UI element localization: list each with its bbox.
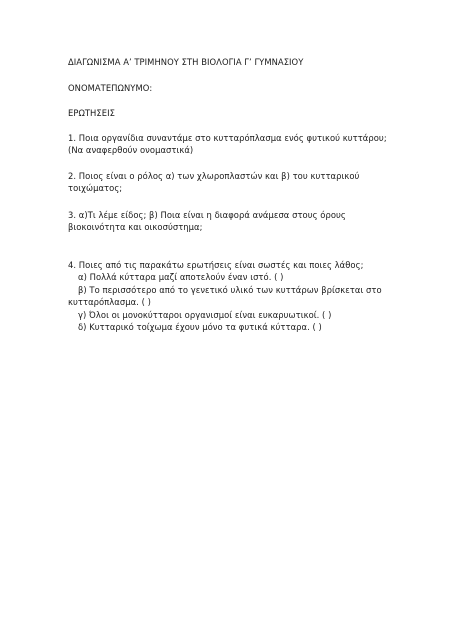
question-2-line-1: 2. Ποιος είναι ο ρόλος α) των χλωροπλαστών και β) του κυτταρικού — [68, 171, 360, 181]
question-1-line-1: 1. Ποια οργανίδια συναντάμε στο κυτταρόπλασμα ενός φυτικού κυττάρου; — [68, 133, 387, 143]
question-4-line-1: 4. Ποιες από τις παρακάτω ερωτήσεις είναι σωστές και ποιες λάθος; — [68, 260, 364, 270]
document-title: ΔΙΑΓΩΝΙΣΜΑ Α’ ΤΡΙΜΗΝΟΥ ΣΤΗ ΒΙΟΛΟΓΙΑ Γ’ ΓΥΜΝΑΣΙΟΥ — [68, 57, 304, 67]
question-4-item-a: α) Πολλά κύτταρα μαζί αποτελούν έναν ιστό. ( ) — [78, 272, 284, 282]
question-4-item-b-cont: κυτταρόπλασμα. ( ) — [68, 297, 151, 307]
name-label: ΟΝΟΜΑΤΕΠΩΝΥΜΟ: — [68, 83, 153, 93]
question-4-item-c: γ) Όλοι οι μονοκύτταροι οργανισμοί είναι ευκαρυωτικοί. ( ) — [78, 310, 332, 320]
question-3-line-1: 3. α)Τι λέμε είδος; β) Ποια είναι η διαφορά ανάμεσα στους όρους — [68, 210, 346, 220]
section-heading: ΕΡΩΤΗΣΕΙΣ — [68, 108, 115, 118]
question-4-item-d: δ) Κυτταρικό τοίχωμα έχουν μόνο τα φυτικά κύτταρα. ( ) — [78, 322, 322, 332]
question-2-line-2: τοιχώματος; — [68, 183, 123, 193]
question-1-line-2: (Να αναφερθούν ονομαστικά) — [68, 145, 194, 155]
question-4-item-b: β) Το περισσότερο από το γενετικό υλικό των κυττάρων βρίσκεται στο — [78, 285, 382, 295]
question-3-line-2: βιοκοινότητα και οικοσύστημα; — [68, 222, 203, 232]
